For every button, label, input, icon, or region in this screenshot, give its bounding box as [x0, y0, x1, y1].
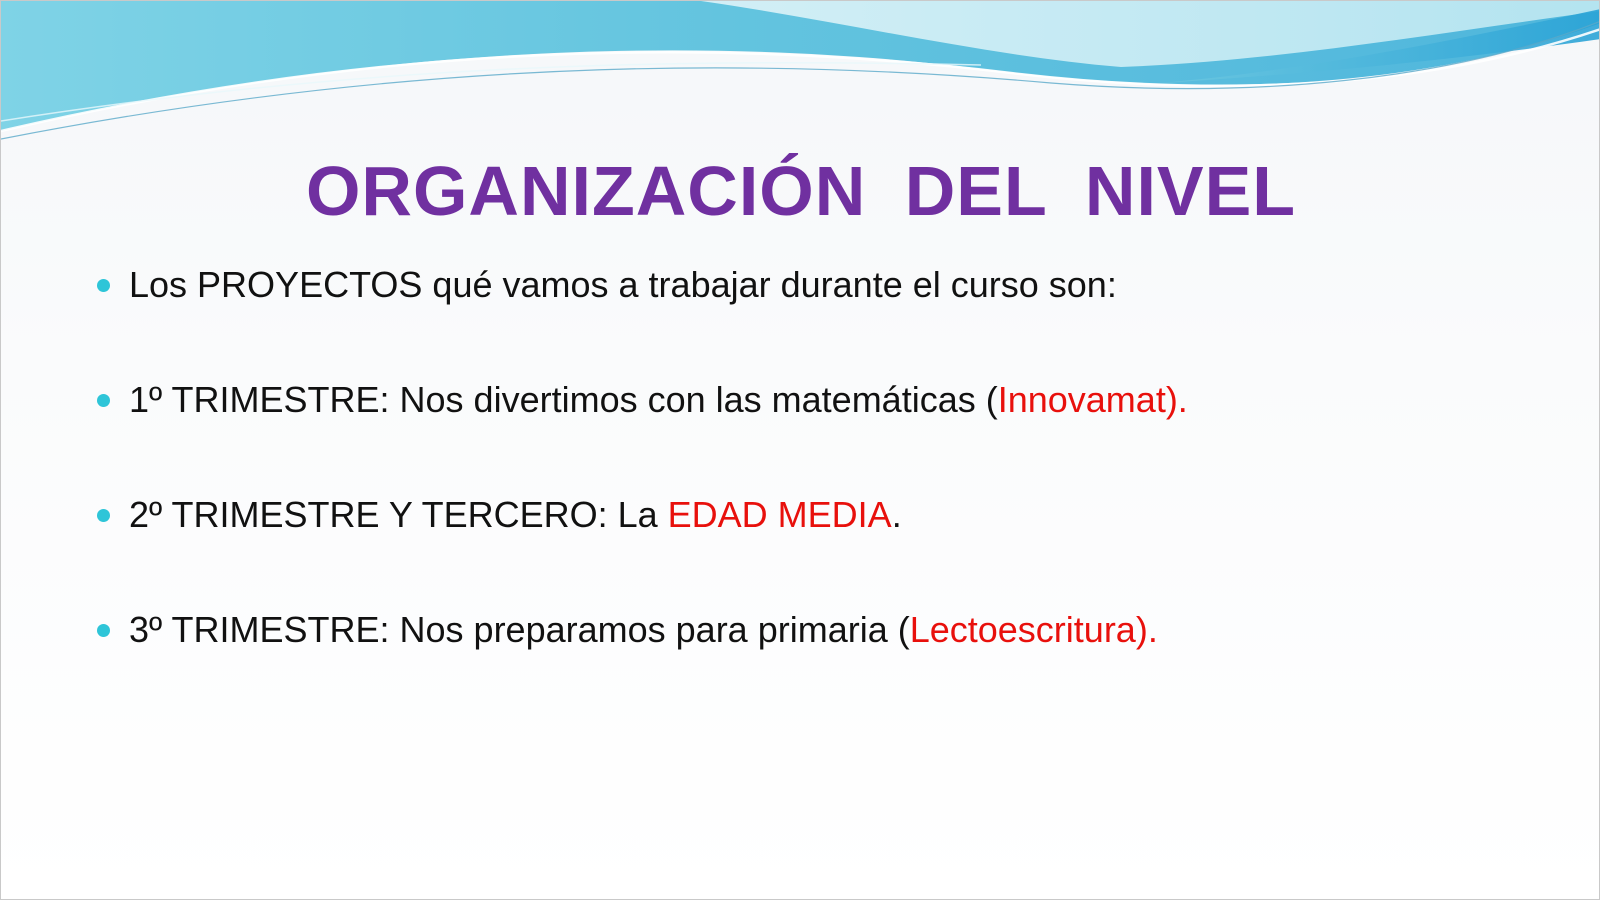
list-item-intro [97, 259, 1497, 311]
bullet-icon [97, 624, 110, 637]
project-list [97, 259, 1497, 656]
first-trimester-highlight: Innovamat). [997, 379, 1188, 420]
intro-text: Los PROYECTOS qué vamos a trabajar durante el curso son: [129, 264, 1117, 305]
list-item-first-trimester [97, 374, 1497, 426]
bullet-icon [97, 509, 110, 522]
header-wave-decoration [1, 1, 1600, 161]
second-trimester-highlight: EDAD MEDIA [667, 494, 892, 535]
first-trimester-text: 1º TRIMESTRE: Nos divertimos con las matemáticas ( [129, 379, 998, 420]
list-item-third-trimester [97, 604, 1497, 656]
third-trimester-highlight: Lectoescritura). [909, 609, 1158, 650]
third-trimester-text: 3º TRIMESTRE: Nos preparamos para primaria ( [129, 609, 910, 650]
bullet-icon [97, 394, 110, 407]
bullet-icon [97, 279, 110, 292]
slide-title: ORGANIZACIÓN DEL NIVEL [305, 152, 1297, 230]
list-item-second-trimester [97, 489, 1497, 541]
second-trimester-text: 2º TRIMESTRE Y TERCERO: La [129, 494, 668, 535]
second-trimester-suffix: . [891, 494, 902, 535]
